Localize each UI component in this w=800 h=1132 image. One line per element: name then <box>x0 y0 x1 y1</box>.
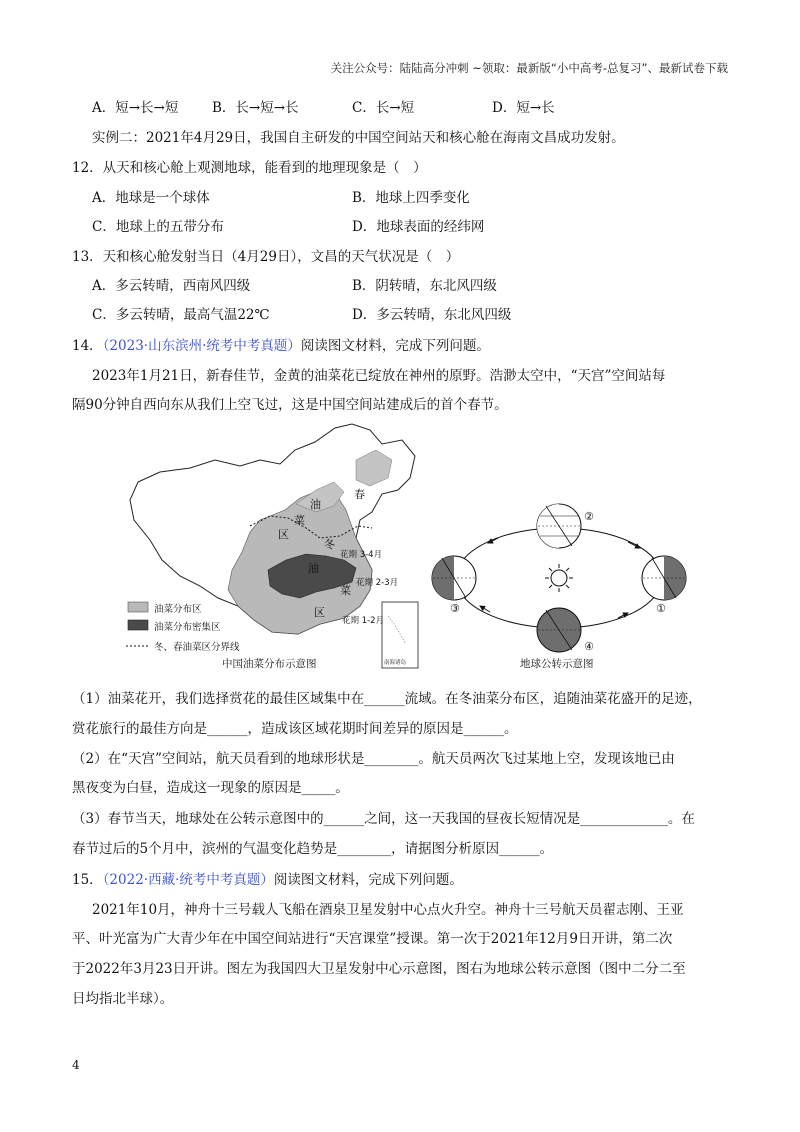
sun-icon <box>545 564 573 592</box>
q14-number: 14． <box>72 338 103 354</box>
q14-sub3-line2: 春节过后的5个月中，滨州的气温变化趋势是________，请据图分析原因______。 <box>72 841 554 857</box>
q13-option-c: C．多云转晴，最高气温22℃ <box>92 307 270 323</box>
q15-para-3: 于2022年3月23日开讲。图左为我国四大卫星发射中心示意图，图右为地球公转示意图（图中二分二至 <box>72 961 686 977</box>
q14-para-1: 2023年1月21日，新春佳节，金黄的油菜花已绽放在神州的原野。浩渺太空中，“天宫”空间站每 <box>92 368 666 384</box>
q14-sub2-line2: 黑夜变为白昼，造成这一现象的原因是_____。 <box>72 780 349 796</box>
legend-swatch-dense <box>128 620 148 630</box>
q15-source-link[interactable]: （2022·西藏·统考中考真题） <box>102 872 274 888</box>
q12-option-a: A．地球是一个球体 <box>92 190 210 206</box>
q11-option-a: A．短→长→短 <box>92 100 179 116</box>
earth-position-4 <box>537 608 581 652</box>
q11-option-c: C．长→短 <box>352 100 415 116</box>
china-map-svg <box>120 420 420 672</box>
legend-dense-label: 油菜分布密集区 <box>154 622 221 633</box>
q14-para-2: 隔90分钟自西向东从我们上空飞过，这是中国空间站建成后的首个春节。 <box>72 397 508 413</box>
page-number: 4 <box>72 1058 80 1072</box>
bloom-label-3-4: 花期 3-4月 <box>340 550 383 560</box>
map-label-winter-you: 油 <box>308 562 319 575</box>
page-header: 关注公众号：陆陆高分冲刺 ~领取：最新版“小中高考-总复习”、最新试卷下载 <box>330 61 728 75</box>
map-label-spring: 春 <box>354 488 365 501</box>
q15-para-4: 日均指北半球）。 <box>72 991 174 1007</box>
q15-instruction: 阅读图文材料，完成下列问题。 <box>273 872 463 888</box>
earth-orbit-diagram <box>428 494 690 656</box>
orbit-label-1: ① <box>656 602 666 615</box>
orbit-label-3: ③ <box>450 602 460 615</box>
legend-line-label: 冬、春油菜区分界线 <box>154 642 240 653</box>
legend-area-label: 油菜分布区 <box>154 604 202 615</box>
earth-position-1 <box>642 556 686 600</box>
bloom-label-1-2: 花期 1-2月 <box>342 616 385 626</box>
q13-option-a: A．多云转晴，西南风四级 <box>92 278 251 294</box>
q15-number: 15． <box>72 872 103 888</box>
legend-swatch-area <box>128 602 148 612</box>
map-label-spring-qu: 区 <box>278 528 289 541</box>
inset-label: 南海诸岛 <box>384 660 407 666</box>
map-label-winter-qu: 区 <box>314 606 325 619</box>
q15-heading <box>72 870 463 890</box>
q15-para-2: 平、叶光富为广大青少年在中国空间站进行“天宫课堂”授课。第一次于2021年12月9日开讲，第二次 <box>72 931 673 947</box>
orbit-caption: 地球公转示意图 <box>520 658 594 670</box>
orbit-label-4: ④ <box>584 640 594 653</box>
map-label-spring-cai: 菜 <box>294 514 305 527</box>
q14-instruction: 阅读图文材料，完成下列问题。 <box>300 338 490 354</box>
q12-stem: 12．从天和核心舱上观测地球，能看到的地理现象是（ ） <box>72 160 427 176</box>
q13-option-b: B．阴转晴，东北风四级 <box>352 278 497 294</box>
earth-position-2 <box>537 504 581 548</box>
q14-sub2-line1: （2）在“天宫”空间站，航天员看到的地球形状是________。航天员两次飞过某地上空，发现该地已由 <box>72 751 675 767</box>
q14-source-link[interactable]: （2023·山东滨州·统考中考真题） <box>102 338 301 354</box>
q13-option-d: D．多云转晴，东北风四级 <box>352 307 512 323</box>
map-label-winter-dong: 冬 <box>324 538 335 551</box>
q15-para-1: 2021年10月，神舟十三号载人飞船在酒泉卫星发射中心点火升空。神舟十三号航天员翟志刚、王亚 <box>92 902 684 918</box>
bloom-label-2-3: 花期 2-3月 <box>356 578 399 588</box>
orbit-label-2: ② <box>584 510 594 523</box>
map-caption: 中国油菜分布示意图 <box>222 658 317 670</box>
q13-stem: 13．天和核心舱发射当日（4月29日），文昌的天气状况是（ ） <box>72 249 460 265</box>
map-label-spring-you: 油 <box>310 498 321 511</box>
example-two-text: 实例二：2021年4月29日，我国自主研发的中国空间站天和核心舱在海南文昌成功发射。 <box>92 130 625 146</box>
earth-position-3 <box>432 556 476 600</box>
q14-sub1-line1: （1）油菜花开，我们选择赏花的最佳区域集中在______流域。在冬油菜分布区，追随油菜花盛开的足迹， <box>72 691 702 707</box>
q12-option-d: D．地球表面的经纬网 <box>352 219 485 235</box>
map-label-winter-cai: 菜 <box>340 584 351 597</box>
q11-option-d: D．短→长 <box>492 100 555 116</box>
orbit-svg <box>428 494 690 656</box>
china-rapeseed-map <box>120 420 420 672</box>
q12-option-b: B．地球上四季变化 <box>352 190 470 206</box>
q14-sub1-line2: 赏花旅行的最佳方向是______，造成该区域花期时间差异的原因是______。 <box>72 721 518 737</box>
q14-sub3-line1: （3）春节当天，地球处在公转示意图中的______之间，这一天我国的昼夜长短情况是_____________。在 <box>72 811 695 827</box>
q14-heading <box>72 336 490 356</box>
q11-option-b: B．长→短→长 <box>212 100 299 116</box>
q12-option-c: C．地球上的五带分布 <box>92 219 224 235</box>
